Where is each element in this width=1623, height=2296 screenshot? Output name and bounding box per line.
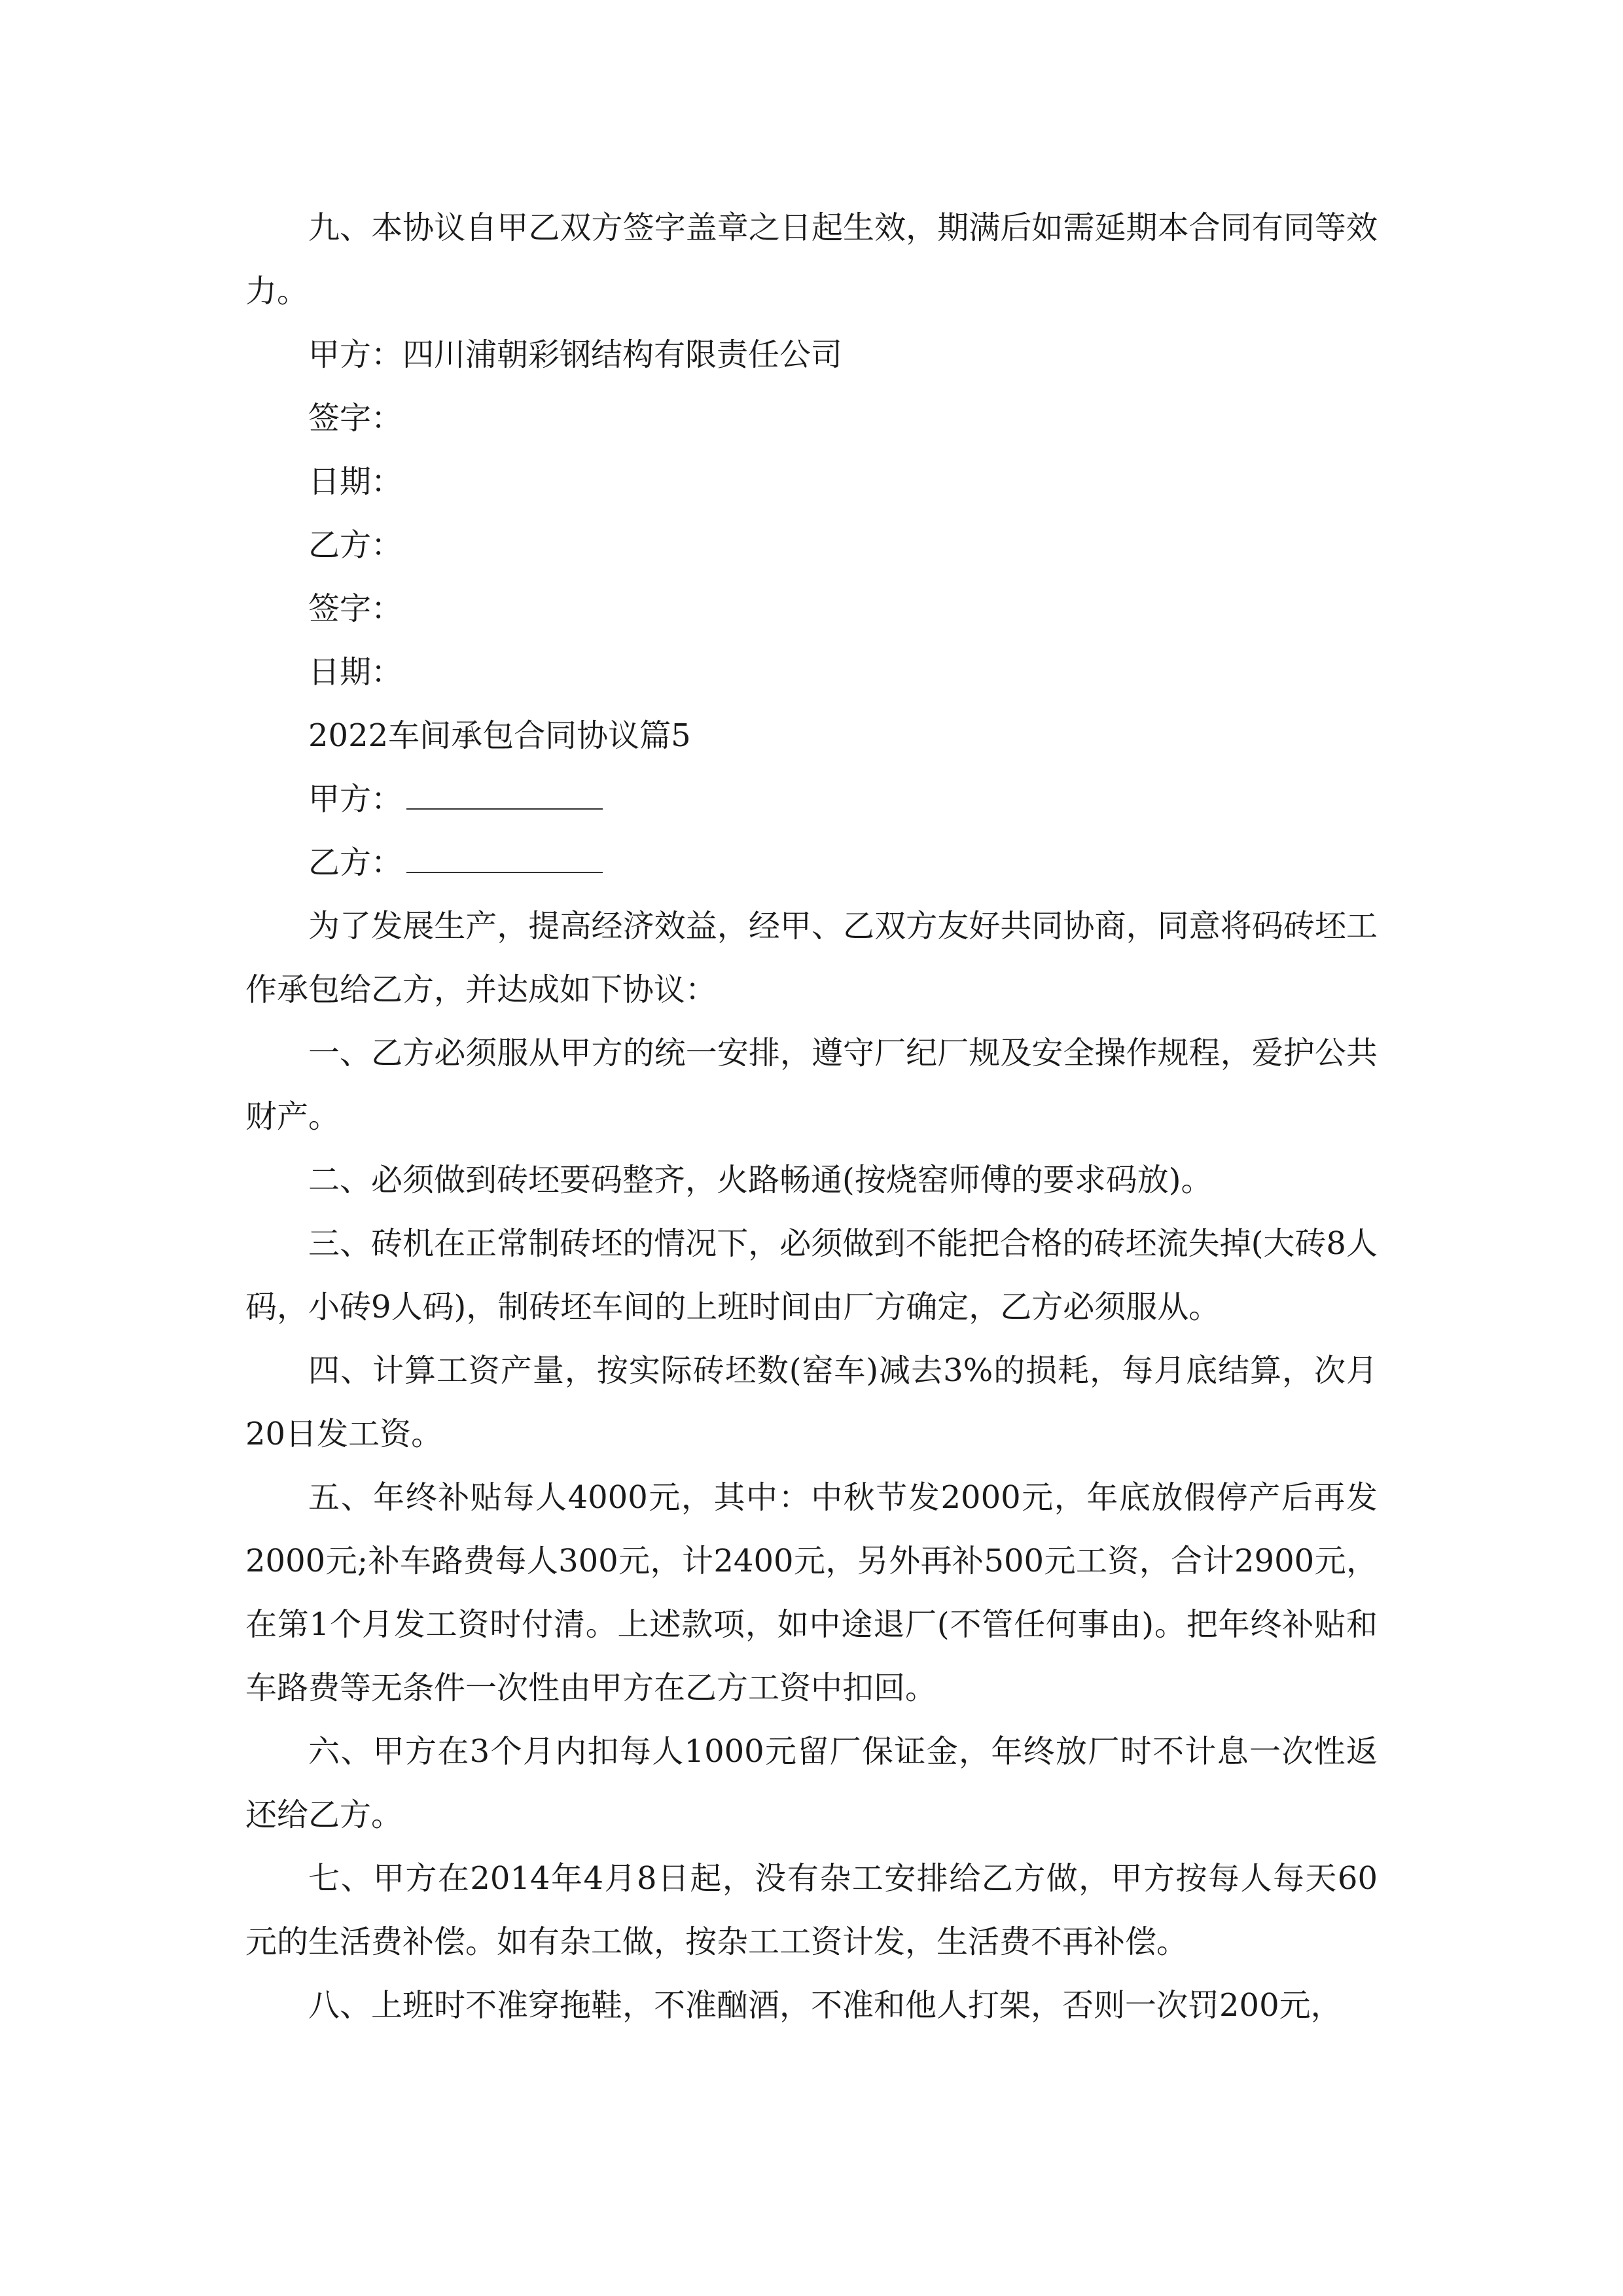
document-page <box>245 196 1378 2037</box>
party-b-signature-label: 签字： <box>308 590 403 627</box>
clause-3: 三、砖机在正常制砖坯的情况下，必须做到不能把合格的砖坯流失掉(大砖8人码，小砖9人码)，制砖坯车间的上班时间由厂方确定，乙方必须服从。 <box>245 1225 1378 1325</box>
intro-paragraph: 为了发展生产，提高经济效益，经甲、乙双方友好共同协商，同意将码砖坯工作承包给乙方，并达成如下协议： <box>245 908 1378 1008</box>
clause-1: 一、乙方必须服从甲方的统一安排，遵守厂纪厂规及安全操作规程，爱护公共财产。 <box>245 1035 1378 1135</box>
clause-8: 八、上班时不准穿拖鞋，不准酗酒，不准和他人打架，否则一次罚200元， <box>308 1987 1342 2024</box>
party-a-date-label: 日期： <box>308 463 403 500</box>
party-a-signature-label: 签字： <box>308 400 403 437</box>
party-a-blank-line <box>245 768 1378 831</box>
clause-2: 二、必须做到砖坯要码整齐，火路畅通(按烧窑师傅的要求码放)。 <box>308 1162 1213 1198</box>
party-b-date-label: 日期： <box>308 654 403 691</box>
party-b-blank-field <box>406 833 603 873</box>
party-a-blank-label: 甲方： <box>308 781 403 817</box>
section-title: 2022车间承包合同协议篇5 <box>308 717 691 754</box>
clause-4: 四、计算工资产量，按实际砖坯数(窑车)减去3%的损耗，每月底结算，次月20日发工资。 <box>245 1352 1378 1452</box>
clause-7: 七、甲方在2014年4月8日起，没有杂工安排给乙方做，甲方按每人每天60元的生活费补偿。如有杂工做，按杂工工资计发，生活费不再补偿。 <box>245 1860 1378 1960</box>
clause-9-effective: 九、本协议自甲乙双方签字盖章之日起生效，期满后如需延期本合同有同等效力。 <box>245 209 1378 310</box>
party-a-company-line: 甲方：四川浦朝彩钢结构有限责任公司 <box>308 336 843 373</box>
party-b-blank-label: 乙方： <box>308 844 403 881</box>
party-b-blank-line <box>245 831 1378 895</box>
party-a-blank-field <box>406 769 603 810</box>
clause-6: 六、甲方在3个月内扣每人1000元留厂保证金，年终放厂时不计息一次性返还给乙方。 <box>245 1733 1378 1833</box>
party-b-label: 乙方： <box>308 527 403 564</box>
clause-5: 五、年终补贴每人4000元，其中：中秋节发2000元，年底放假停产后再发2000元;补车路费每人300元，计2400元，另外再补500元工资，合计2900元，在第1个月发工资时付清。上述款项，如中途退厂(不管任何事由)。把年终补贴和车路费等无条件一次性由甲方在乙方工资中扣回。 <box>245 1479 1378 1706</box>
